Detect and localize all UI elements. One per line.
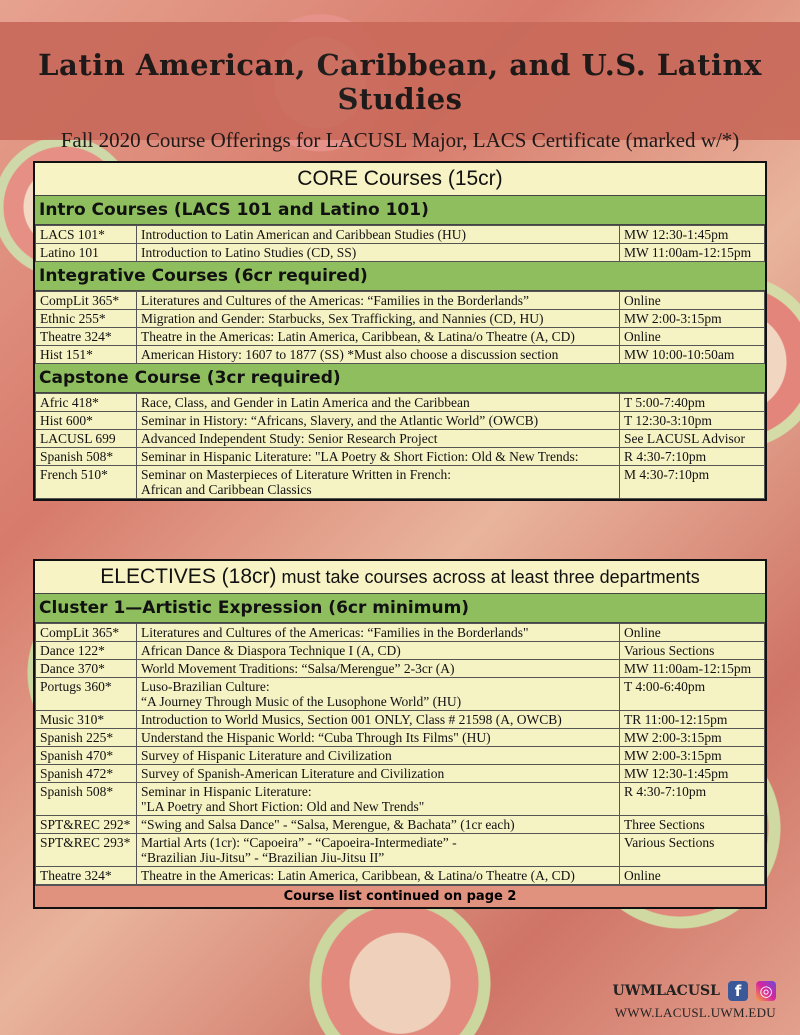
course-code: Spanish 508* — [36, 783, 137, 816]
course-schedule: MW 11:00am-12:15pm — [620, 244, 765, 262]
course-code: LACS 101* — [36, 226, 137, 244]
course-title: Introduction to World Musics, Section 001 ONLY, Class # 21598 (A, OWCB) — [137, 711, 620, 729]
course-row — [36, 448, 765, 466]
footer — [613, 981, 776, 1021]
course-row — [36, 346, 765, 364]
course-title: Literatures and Cultures of the Americas: “Families in the Borderlands” — [137, 292, 620, 310]
course-code: CompLit 365* — [36, 624, 137, 642]
course-row — [36, 816, 765, 834]
course-title: “Swing and Salsa Dance" - “Salsa, Merengue, & Bachata” (1cr each) — [137, 816, 620, 834]
course-code: Afric 418* — [36, 394, 137, 412]
course-code: Spanish 508* — [36, 448, 137, 466]
core-courses-table — [33, 161, 767, 501]
course-title: Understand the Hispanic World: “Cuba Through Its Films" (HU) — [137, 729, 620, 747]
course-title: Survey of Hispanic Literature and Civilization — [137, 747, 620, 765]
course-code: Theatre 324* — [36, 867, 137, 885]
course-schedule: R 4:30-7:10pm — [620, 448, 765, 466]
group-heading: Cluster 1—Artistic Expression (6cr minimum) — [35, 594, 765, 623]
group-heading: Integrative Courses (6cr required) — [35, 262, 765, 291]
course-row — [36, 660, 765, 678]
page-subtitle: Fall 2020 Course Offerings for LACUSL Major, LACS Certificate (marked w/*) — [60, 128, 740, 152]
course-schedule: MW 2:00-3:15pm — [620, 729, 765, 747]
course-title: Introduction to Latino Studies (CD, SS) — [137, 244, 620, 262]
course-row — [36, 430, 765, 448]
course-schedule: Online — [620, 328, 765, 346]
course-row — [36, 747, 765, 765]
course-row — [36, 765, 765, 783]
course-schedule: MW 11:00am-12:15pm — [620, 660, 765, 678]
course-title: Advanced Independent Study: Senior Research Project — [137, 430, 620, 448]
course-row — [36, 244, 765, 262]
course-row — [36, 711, 765, 729]
course-title: World Movement Traditions: “Salsa/Merengue” 2-3cr (A) — [137, 660, 620, 678]
course-row — [36, 292, 765, 310]
course-schedule: MW 10:00-10:50am — [620, 346, 765, 364]
course-code: Music 310* — [36, 711, 137, 729]
course-row — [36, 328, 765, 346]
course-schedule: Various Sections — [620, 834, 765, 867]
course-title: Seminar on Masterpieces of Literature Written in French: African and Caribbean Classics — [137, 466, 620, 499]
core-section-title: CORE Courses (15cr) — [35, 163, 765, 196]
course-code: SPT&REC 293* — [36, 834, 137, 867]
course-row — [36, 729, 765, 747]
course-schedule: Online — [620, 292, 765, 310]
course-title: Introduction to Latin American and Caribbean Studies (HU) — [137, 226, 620, 244]
course-schedule: M 4:30-7:10pm — [620, 466, 765, 499]
course-schedule: Various Sections — [620, 642, 765, 660]
course-title: Theatre in the Americas: Latin America, Caribbean, & Latina/o Theatre (A, CD) — [137, 867, 620, 885]
course-schedule: See LACUSL Advisor — [620, 430, 765, 448]
course-code: CompLit 365* — [36, 292, 137, 310]
course-table — [35, 291, 765, 364]
course-title: African Dance & Diaspora Technique I (A, CD) — [137, 642, 620, 660]
course-title: Seminar in Hispanic Literature: "LA Poetry and Short Fiction: Old and New Trends" — [137, 783, 620, 816]
group-heading: Intro Courses (LACS 101 and Latino 101) — [35, 196, 765, 225]
course-title: Seminar in History: “Africans, Slavery, and the Atlantic World” (OWCB) — [137, 412, 620, 430]
course-title: Seminar in Hispanic Literature: "LA Poetry & Short Fiction: Old & New Trends: — [137, 448, 620, 466]
course-row — [36, 310, 765, 328]
course-title: Survey of Spanish-American Literature and Civilization — [137, 765, 620, 783]
course-schedule: MW 12:30-1:45pm — [620, 226, 765, 244]
course-code: Theatre 324* — [36, 328, 137, 346]
electives-title-main: ELECTIVES (18cr) — [100, 565, 277, 588]
course-code: Ethnic 255* — [36, 310, 137, 328]
course-schedule: MW 2:00-3:15pm — [620, 310, 765, 328]
course-title: Race, Class, and Gender in Latin America and the Caribbean — [137, 394, 620, 412]
course-title: Migration and Gender: Starbucks, Sex Trafficking, and Nannies (CD, HU) — [137, 310, 620, 328]
course-row — [36, 867, 765, 885]
course-code: Spanish 470* — [36, 747, 137, 765]
social-handle: UWMLACUSL — [612, 983, 720, 999]
course-code: Latino 101 — [36, 244, 137, 262]
course-schedule: MW 2:00-3:15pm — [620, 747, 765, 765]
course-schedule: Three Sections — [620, 816, 765, 834]
course-schedule: Online — [620, 624, 765, 642]
electives-title-rest: must take courses across at least three departments — [276, 567, 700, 587]
course-code: LACUSL 699 — [36, 430, 137, 448]
course-code: Dance 122* — [36, 642, 137, 660]
course-schedule: MW 12:30-1:45pm — [620, 765, 765, 783]
course-code: Hist 600* — [36, 412, 137, 430]
course-code: Spanish 225* — [36, 729, 137, 747]
website-url[interactable]: WWW.LACUSL.UWM.EDU — [614, 1005, 776, 1020]
course-row — [36, 412, 765, 430]
page-title: Latin American, Caribbean, and U.S. Latinx Studies — [38, 48, 762, 116]
course-schedule: T 12:30-3:10pm — [620, 412, 765, 430]
course-row — [36, 678, 765, 711]
facebook-icon[interactable]: f — [728, 981, 748, 1001]
course-schedule: R 4:30-7:10pm — [620, 783, 765, 816]
course-row — [36, 226, 765, 244]
course-title: Theatre in the Americas: Latin America, Caribbean, & Latina/o Theatre (A, CD) — [137, 328, 620, 346]
electives-table — [33, 559, 767, 909]
course-row — [36, 624, 765, 642]
continued-note: Course list continued on page 2 — [35, 885, 765, 907]
electives-section-title — [35, 561, 765, 594]
course-schedule: TR 11:00-12:15pm — [620, 711, 765, 729]
course-code: Portugs 360* — [36, 678, 137, 711]
course-code: Dance 370* — [36, 660, 137, 678]
course-title: Luso-Brazilian Culture: “A Journey Through Music of the Lusophone World” (HU) — [137, 678, 620, 711]
group-heading: Capstone Course (3cr required) — [35, 364, 765, 393]
instagram-icon[interactable]: ◎ — [756, 981, 776, 1001]
course-row — [36, 394, 765, 412]
course-title: American History: 1607 to 1877 (SS) *Must also choose a discussion section — [137, 346, 620, 364]
course-title: Martial Arts (1cr): “Capoeira” - “Capoeira-Intermediate” - “Brazilian Jiu-Jitsu” - “Brazilian Jiu-Jitsu II” — [137, 834, 620, 867]
course-row — [36, 834, 765, 867]
course-code: French 510* — [36, 466, 137, 499]
course-table — [35, 623, 765, 885]
course-table — [35, 393, 765, 499]
course-schedule: T 5:00-7:40pm — [620, 394, 765, 412]
course-code: SPT&REC 292* — [36, 816, 137, 834]
course-schedule: T 4:00-6:40pm — [620, 678, 765, 711]
header-banner — [0, 22, 800, 152]
course-code: Spanish 472* — [36, 765, 137, 783]
course-title: Literatures and Cultures of the Americas: “Families in the Borderlands" — [137, 624, 620, 642]
course-table — [35, 225, 765, 262]
course-row — [36, 783, 765, 816]
course-schedule: Online — [620, 867, 765, 885]
course-code: Hist 151* — [36, 346, 137, 364]
course-row — [36, 642, 765, 660]
course-row — [36, 466, 765, 499]
